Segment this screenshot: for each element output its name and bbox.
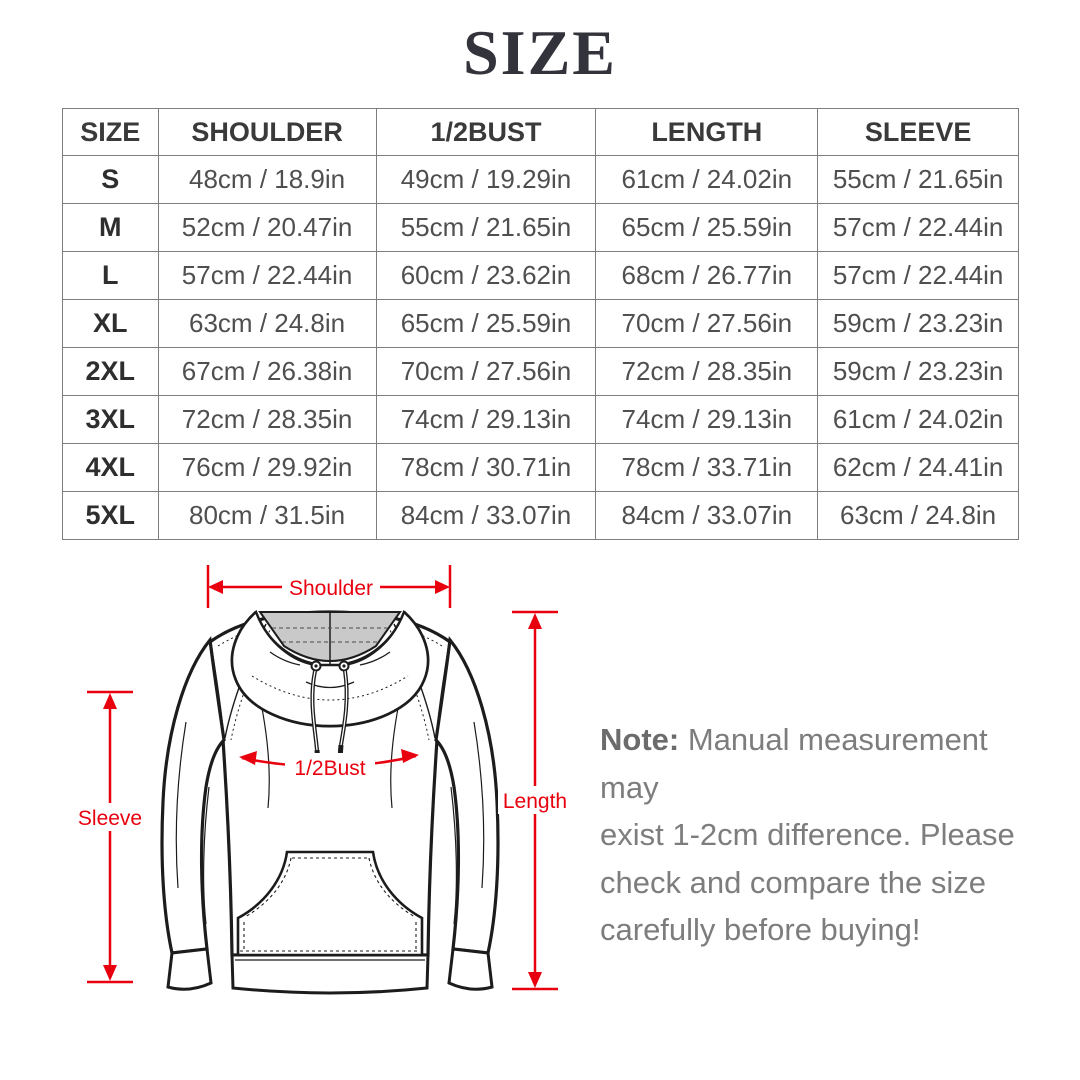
measurement-cell: 72cm / 28.35in	[596, 348, 818, 396]
table-row	[63, 396, 1019, 444]
measurement-cell: 74cm / 29.13in	[596, 396, 818, 444]
shoulder-measure	[208, 565, 450, 608]
size-cell: 5XL	[63, 492, 159, 540]
measurement-cell: 57cm / 22.44in	[158, 252, 376, 300]
measurement-cell: 63cm / 24.8in	[818, 492, 1019, 540]
note-line-text: Manual measurement may	[600, 722, 988, 805]
measurement-cell: 60cm / 23.62in	[376, 252, 596, 300]
measurement-cell: 84cm / 33.07in	[376, 492, 596, 540]
measurement-cell: 57cm / 22.44in	[818, 252, 1019, 300]
measurement-cell: 76cm / 29.92in	[158, 444, 376, 492]
length-label: Length	[502, 790, 568, 813]
table-row	[63, 204, 1019, 252]
measurement-cell: 52cm / 20.47in	[158, 204, 376, 252]
size-cell: 3XL	[63, 396, 159, 444]
note-line: check and compare the size	[600, 864, 986, 900]
hoodie-left-sleeve	[162, 640, 224, 953]
measurement-cell: 55cm / 21.65in	[818, 156, 1019, 204]
table-row	[63, 300, 1019, 348]
measurement-cell: 61cm / 24.02in	[818, 396, 1019, 444]
table-row	[63, 348, 1019, 396]
measurement-cell: 59cm / 23.23in	[818, 300, 1019, 348]
measurement-cell: 68cm / 26.77in	[596, 252, 818, 300]
hoodie-measurement-diagram	[60, 552, 580, 1030]
size-cell: 4XL	[63, 444, 159, 492]
measurement-cell: 65cm / 25.59in	[376, 300, 596, 348]
table-row	[63, 492, 1019, 540]
size-cell: M	[63, 204, 159, 252]
note-line: carefully before buying!	[600, 912, 921, 947]
size-cell: L	[63, 252, 159, 300]
column-header: SLEEVE	[818, 109, 1019, 156]
measurement-cell: 57cm / 22.44in	[818, 204, 1019, 252]
measurement-cell: 55cm / 21.65in	[376, 204, 596, 252]
table-row	[63, 156, 1019, 204]
measurement-cell: 70cm / 27.56in	[376, 348, 596, 396]
size-cell: 2XL	[63, 348, 159, 396]
measurement-cell: 72cm / 28.35in	[158, 396, 376, 444]
measurement-cell: 70cm / 27.56in	[596, 300, 818, 348]
hoodie-right-sleeve	[436, 640, 498, 953]
size-table-body	[63, 156, 1019, 540]
note-label: Note:	[600, 722, 680, 757]
measurement-cell: 49cm / 19.29in	[376, 156, 596, 204]
sleeve-measure	[74, 692, 146, 982]
shoulder-label: Shoulder	[288, 577, 374, 600]
measurement-cell: 80cm / 31.5in	[158, 492, 376, 540]
sleeve-label: Sleeve	[77, 807, 143, 830]
column-header: LENGTH	[596, 109, 818, 156]
column-header: 1/2BUST	[376, 109, 596, 156]
hoodie-hem	[232, 955, 428, 993]
measurement-cell: 67cm / 26.38in	[158, 348, 376, 396]
note-text	[600, 716, 1030, 954]
measurement-cell: 74cm / 29.13in	[376, 396, 596, 444]
hoodie-illustration	[162, 612, 498, 993]
length-measure	[498, 612, 572, 989]
measurement-cell: 63cm / 24.8in	[158, 300, 376, 348]
measurement-cell: 48cm / 18.9in	[158, 156, 376, 204]
bust-label: 1/2Bust	[294, 757, 366, 780]
measurement-cell: 78cm / 33.71in	[596, 444, 818, 492]
measurement-cell: 84cm / 33.07in	[596, 492, 818, 540]
page-title: SIZE	[463, 17, 617, 88]
table-row	[63, 444, 1019, 492]
hoodie-right-cuff	[449, 949, 492, 989]
hoodie-left-cuff	[168, 949, 211, 989]
measurement-cell: 61cm / 24.02in	[596, 156, 818, 204]
header-row	[63, 109, 1019, 156]
measurement-cell: 65cm / 25.59in	[596, 204, 818, 252]
column-header: SHOULDER	[158, 109, 376, 156]
size-table	[62, 108, 1019, 540]
column-header: SIZE	[63, 109, 159, 156]
note-line	[600, 716, 1030, 811]
size-table-header	[63, 109, 1019, 156]
size-cell: S	[63, 156, 159, 204]
measurement-cell: 59cm / 23.23in	[818, 348, 1019, 396]
measurement-cell: 62cm / 24.41in	[818, 444, 1019, 492]
table-row	[63, 252, 1019, 300]
size-cell: XL	[63, 300, 159, 348]
note-line: exist 1-2cm difference. Please	[600, 817, 1015, 852]
measurement-cell: 78cm / 30.71in	[376, 444, 596, 492]
